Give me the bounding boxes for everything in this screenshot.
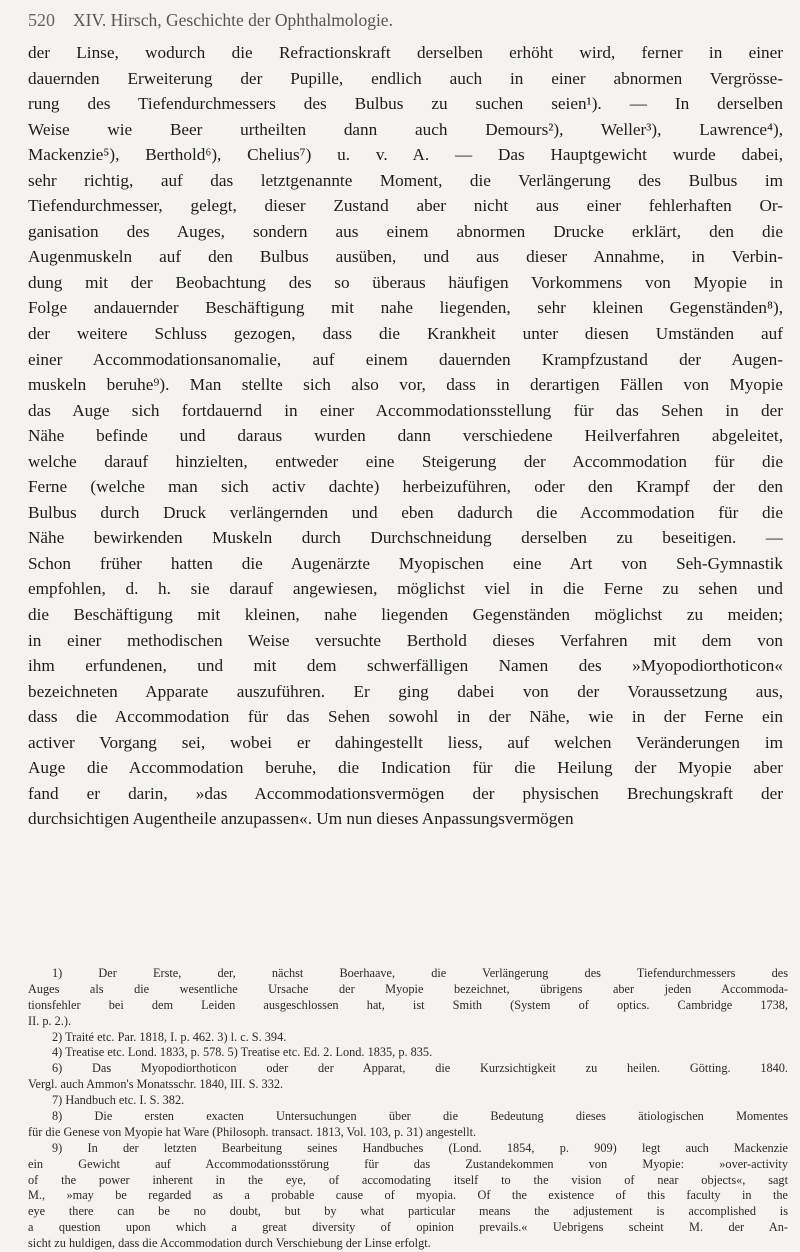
footnote-line: a question upon which a great diversity of opinion prevails.« Uebrigens scheint M. der An- (28, 1220, 788, 1235)
running-title: XIV. Hirsch, Geschichte der Ophthalmologie. (73, 10, 393, 30)
body-line: ihm erfundenen, und mit dem schwerfälligen Namen des »Myopodiorthoticon« (28, 656, 783, 676)
body-line: rung des Tiefendurchmessers des Bulbus zu suchen seien¹). — In derselben (28, 94, 783, 114)
body-line: Augenmuskeln auf den Bulbus ausüben, und aus dieser Annahme, in Verbin- (28, 247, 783, 267)
body-line: fand er darin, »das Accommodationsvermögen der physischen Brechungskraft der (28, 783, 783, 803)
body-line: Schon früher hatten die Augenärzte Myopischen eine Art von Seh-Gymnastik (28, 553, 783, 573)
body-line: einer Accommodationsanomalie, auf einem dauernden Krampfzustand der Augen- (28, 349, 783, 369)
body-line: sehr richtig, auf das letztgenannte Moment, die Verlängerung des Bulbus im (28, 170, 783, 190)
body-line: Weise wie Beer urtheilten dann auch Demours²), Weller³), Lawrence⁴), (28, 119, 783, 139)
body-line: Mackenzie⁵), Berthold⁶), Chelius⁷) u. v. A. — Das Hauptgewicht wurde dabei, (28, 145, 783, 165)
body-line: Ferne (welche man sich activ dachte) herbeizuführen, oder den Krampf der den (28, 477, 783, 497)
footnote-line: 6) Das Myopodiorthoticon oder der Apparat, die Kurzsichtigkeit zu heilen. Götting. 1840. (52, 1061, 788, 1076)
body-line: dauernden Erweiterung der Pupille, endlich auch in einer abnormen Vergrösse- (28, 68, 783, 88)
page-number: 520 (28, 10, 55, 30)
main-text (28, 40, 783, 832)
body-line: ganisation des Auges, sondern aus einem abnormen Drucke erklärt, den die (28, 221, 783, 241)
footnote-line: 4) Treatise etc. Lond. 1833, p. 578. 5) Treatise etc. Ed. 2. Lond. 1835, p. 835. (52, 1045, 433, 1060)
body-line: welche darauf hinzielten, entweder eine Steigerung der Accommodation für die (28, 451, 783, 471)
page-header (28, 10, 588, 31)
footnote-line: 9) In der letzten Bearbeitung seines Handbuches (Lond. 1854, p. 909) legt auch Mackenzie (52, 1140, 788, 1155)
footnote-line: Auges als die wesentliche Ursache der Myopie bezeichnet, übrigens aber jeden Accommoda- (28, 981, 788, 996)
body-line: empfohlen, d. h. sie darauf angewiesen, möglichst viel in die Ferne zu sehen und (28, 579, 783, 599)
footnote-line: 8) Die ersten exacten Untersuchungen über die Bedeutung dieses ätiologischen Momentes (52, 1109, 788, 1124)
body-line: in einer methodischen Weise versuchte Berthold dieses Verfahren mit dem von (28, 630, 783, 650)
footnotes (28, 966, 788, 1252)
body-line: dass die Accommodation für das Sehen sowohl in der Nähe, wie in der Ferne ein (28, 707, 783, 727)
footnote-line: Vergl. auch Ammon's Monatsschr. 1840, III. S. 332. (28, 1077, 284, 1092)
body-line: muskeln beruhe⁹). Man stellte sich also vor, dass in derartigen Fällen von Myopie (28, 375, 783, 395)
footnote-line: 1) Der Erste, der, nächst Boerhaave, die Verlängerung des Tiefendurchmessers des (52, 966, 788, 980)
body-line: dung mit der Beobachtung des so überaus häufigen Vorkommens von Myopie in (28, 272, 783, 292)
body-line: das Auge sich fortdauernd in einer Accommodationsstellung für das Sehen in der (28, 400, 783, 420)
footnote-line: of the power inherent in the eye, of accomodating itself to the vision of near objects«, sagt (28, 1172, 788, 1187)
body-line: durchsichtigen Augentheile anzupassen«. Um nun dieses Anpassungsvermögen (28, 809, 574, 829)
body-line: die Beschäftigung mit kleinen, nahe liegenden Gegenständen möglichst zu meiden; (28, 605, 783, 625)
footnote-line: sicht zu huldigen, dass die Accommodation durch Verschiebung der Linse erfolgt. (28, 1236, 431, 1251)
body-line: bezeichneten Apparate auszuführen. Er ging dabei von der Voraussetzung aus, (28, 681, 783, 701)
footnote-line: tionsfehler bei dem Leiden ausgeschlossen hat, ist Smith (System of optics. Cambridge 1738, (28, 997, 788, 1012)
body-line: Bulbus durch Druck verlängernden und eben dadurch die Accommodation für die (28, 502, 783, 522)
body-line: Nähe bewirkenden Muskeln durch Durchschneidung derselben zu beseitigen. — (28, 528, 783, 548)
body-line: activer Vorgang sei, wobei er dahingestellt liess, auf welchen Veränderungen im (28, 732, 783, 752)
body-line: Folge andauernder Beschäftigung mit nahe liegenden, sehr kleinen Gegenständen⁸), (28, 298, 783, 318)
footnote-line: eye there can be no doubt, but by what particular means the adjustement is accomplished is (28, 1204, 788, 1219)
footnote-line: II. p. 2.). (28, 1013, 72, 1028)
body-line: der weitere Schluss gezogen, dass die Krankheit unter diesen Umständen auf (28, 324, 783, 344)
body-line: Nähe befinde und daraus wurden dann verschiedene Heilverfahren abgeleitet, (28, 426, 783, 446)
footnote-line: 2) Traité etc. Par. 1818, I. p. 462. 3) l. c. S. 394. (52, 1029, 287, 1044)
body-line: der Linse, wodurch die Refractionskraft derselben erhöht wird, ferner in einer (28, 43, 783, 62)
body-line: Auge die Accommodation beruhe, die Indication für die Heilung der Myopie aber (28, 758, 783, 778)
footnote-line: M., »may be regarded as a probable cause of myopia. Of the existence of this faculty in the (28, 1188, 788, 1203)
footnote-line: ein Gewicht auf Accommodationsstörung für das Zustandekommen von Myopie: »over-activity (28, 1156, 788, 1171)
footnote-line: für die Genese von Myopie hat Ware (Philosoph. transact. 1813, Vol. 103, p. 31) angestellt. (28, 1124, 477, 1139)
body-line: Tiefendurchmesser, gelegt, dieser Zustand aber nicht aus einer fehlerhaften Or- (28, 196, 783, 216)
footnote-line: 7) Handbuch etc. I. S. 382. (52, 1093, 185, 1108)
